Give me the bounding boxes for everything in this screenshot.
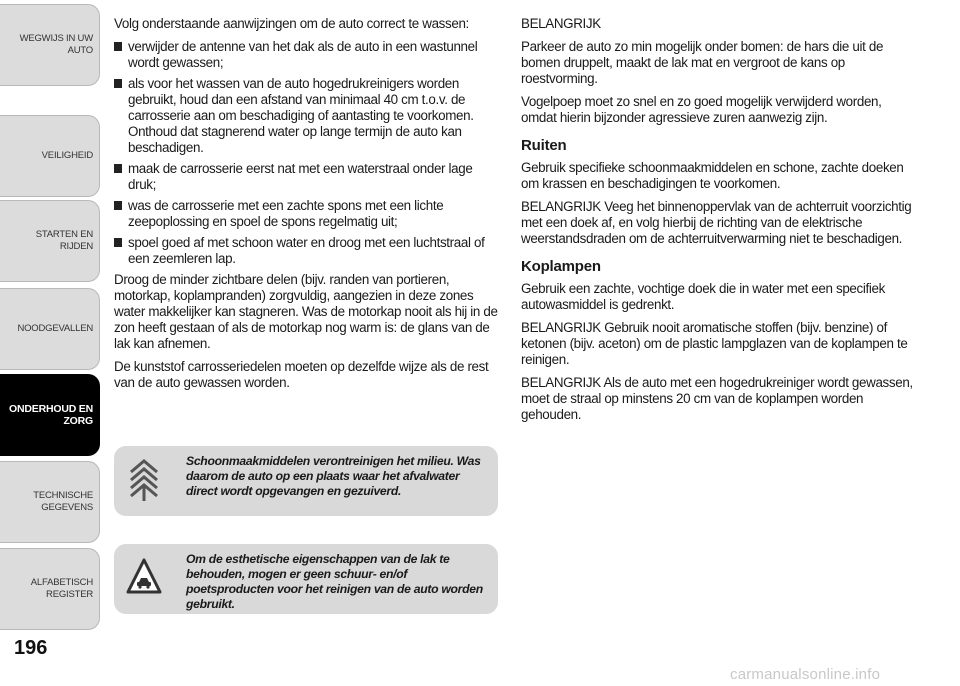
section-heading-koplampen: Koplampen [521, 258, 601, 275]
body-paragraph: BELANGRIJK Veeg het binnenoppervlak van de achterruit voorzichtig met een doek af, en volg hierbij de richting van de elektrische weerstandsdraden om de achterruitverwarming niet te beschadigen. [521, 199, 912, 246]
left-column [114, 16, 502, 398]
list-item-text: als voor het wassen van de auto hogedrukreinigers worden gebruikt, houd dan een afstand van minimaal 40 cm t.o.v. de carrosserie aan om beschadiging of aantasting te voorkomen. Onthoud dat stagnerend water op lange termijn de auto kan beschadigen. [128, 76, 474, 155]
notice-text: Om de esthetische eigenschappen van de lak te behouden, mogen er geen schuur- en/of poetsproducten voor het reinigen van de auto worden gebruikt. [186, 552, 483, 611]
list-item [114, 76, 502, 156]
sidebar-tab-starten[interactable] [0, 200, 100, 282]
environment-tree-icon [126, 456, 162, 502]
body-paragraph: BELANGRIJK Als de auto met een hogedrukreiniger wordt gewassen, moet de straal op minstens 20 cm van de koplampen worden gehouden. [521, 375, 913, 422]
sidebar-tab-onderhoud-active[interactable] [0, 374, 100, 456]
list-item-text: was de carrosserie met een zachte spons met een lichte zeepoplossing en spoel de spons regelmatig uit; [128, 198, 444, 229]
body-paragraph: Gebruik een zachte, vochtige doek die in water met een specifiek autowasmiddel is gedrenkt. [521, 281, 885, 312]
sidebar-tab-noodgevallen[interactable] [0, 288, 100, 370]
body-paragraph: Parkeer de auto zo min mogelijk onder bomen: de hars die uit de bomen druppelt, maakt de lak mat en vergroot de kans op roestvorming. [521, 39, 884, 86]
section-heading-ruiten: Ruiten [521, 137, 567, 154]
important-label: BELANGRIJK [521, 16, 601, 31]
environment-notice [114, 446, 498, 516]
checkbox-bullet-icon [114, 238, 122, 247]
sidebar-tab-wegwijs[interactable] [0, 4, 100, 86]
checkbox-bullet-icon [114, 164, 122, 173]
notice-text: Schoonmaakmiddelen verontreinigen het milieu. Was daarom de auto op een plaats waar het afvalwater direct wordt opgevangen en gezuiverd. [186, 454, 481, 498]
body-paragraph: Vogelpoep moet zo snel en zo goed mogelijk verwijderd worden, omdat hierin bijzonder agressieve zuren aanwezig zijn. [521, 94, 882, 125]
body-paragraph: Gebruik specifieke schoonmaakmiddelen en schone, zachte doeken om krassen en beschadigingen te voorkomen. [521, 160, 904, 191]
sidebar-tab-label: VEILIGHEID [41, 150, 93, 161]
body-paragraph: BELANGRIJK Gebruik nooit aromatische stoffen (bijv. benzine) of ketonen (bijv. aceton) om de plastic lampglazen van de koplampen te reinigen. [521, 320, 908, 367]
sidebar-tab-label: WEGWIJS IN UW AUTO [19, 33, 93, 56]
list-item-text: verwijder de antenne van het dak als de auto in een wastunnel wordt gewassen; [128, 39, 478, 70]
car-warning-triangle-icon [126, 554, 162, 600]
sidebar-tab-alfabetisch[interactable] [0, 548, 100, 630]
list-item-text: spoel goed af met schoon water en droog met een luchtstraal of een zeemleren lap. [128, 235, 485, 266]
checkbox-bullet-icon [114, 42, 122, 51]
checkbox-bullet-icon [114, 79, 122, 88]
watermark: carmanualsonline.info [730, 666, 881, 683]
body-paragraph: Droog de minder zichtbare delen (bijv. randen van portieren, motorkap, koplampranden) zorgvuldig, aangezien in deze zones water makkelijker kan stagneren. Was de motorkap nooit als hij in de zon heeft gestaan of als de motorkap nog warm is: de glans van de lak kan afnemen. [114, 272, 498, 351]
sidebar-tab-veiligheid[interactable] [0, 115, 100, 197]
sidebar-tab-label: ALFABETISCH REGISTER [30, 577, 93, 600]
sidebar-tab-label: STARTEN EN RIJDEN [35, 229, 93, 252]
intro-text: Volg onderstaande aanwijzingen om de auto correct te wassen: [114, 16, 469, 31]
sidebar-tab-technische[interactable] [0, 461, 100, 543]
list-item [114, 235, 502, 267]
page-number: 196 [14, 637, 48, 659]
right-column [521, 16, 916, 430]
list-item [114, 39, 502, 71]
sidebar-tab-label: TECHNISCHE GEGEVENS [33, 490, 93, 513]
list-item-text: maak de carrosserie eerst nat met een waterstraal onder lage druk; [128, 161, 473, 192]
body-paragraph: De kunststof carrosseriedelen moeten op dezelfde wijze als de rest van de auto gewassen worden. [114, 359, 489, 390]
warning-notice [114, 544, 498, 614]
sidebar-tab-label: ONDERHOUD EN ZORG [9, 403, 93, 427]
list-item [114, 161, 502, 193]
sidebar-tab-label: NOODGEVALLEN [17, 323, 93, 334]
list-item [114, 198, 502, 230]
checkbox-bullet-icon [114, 201, 122, 210]
